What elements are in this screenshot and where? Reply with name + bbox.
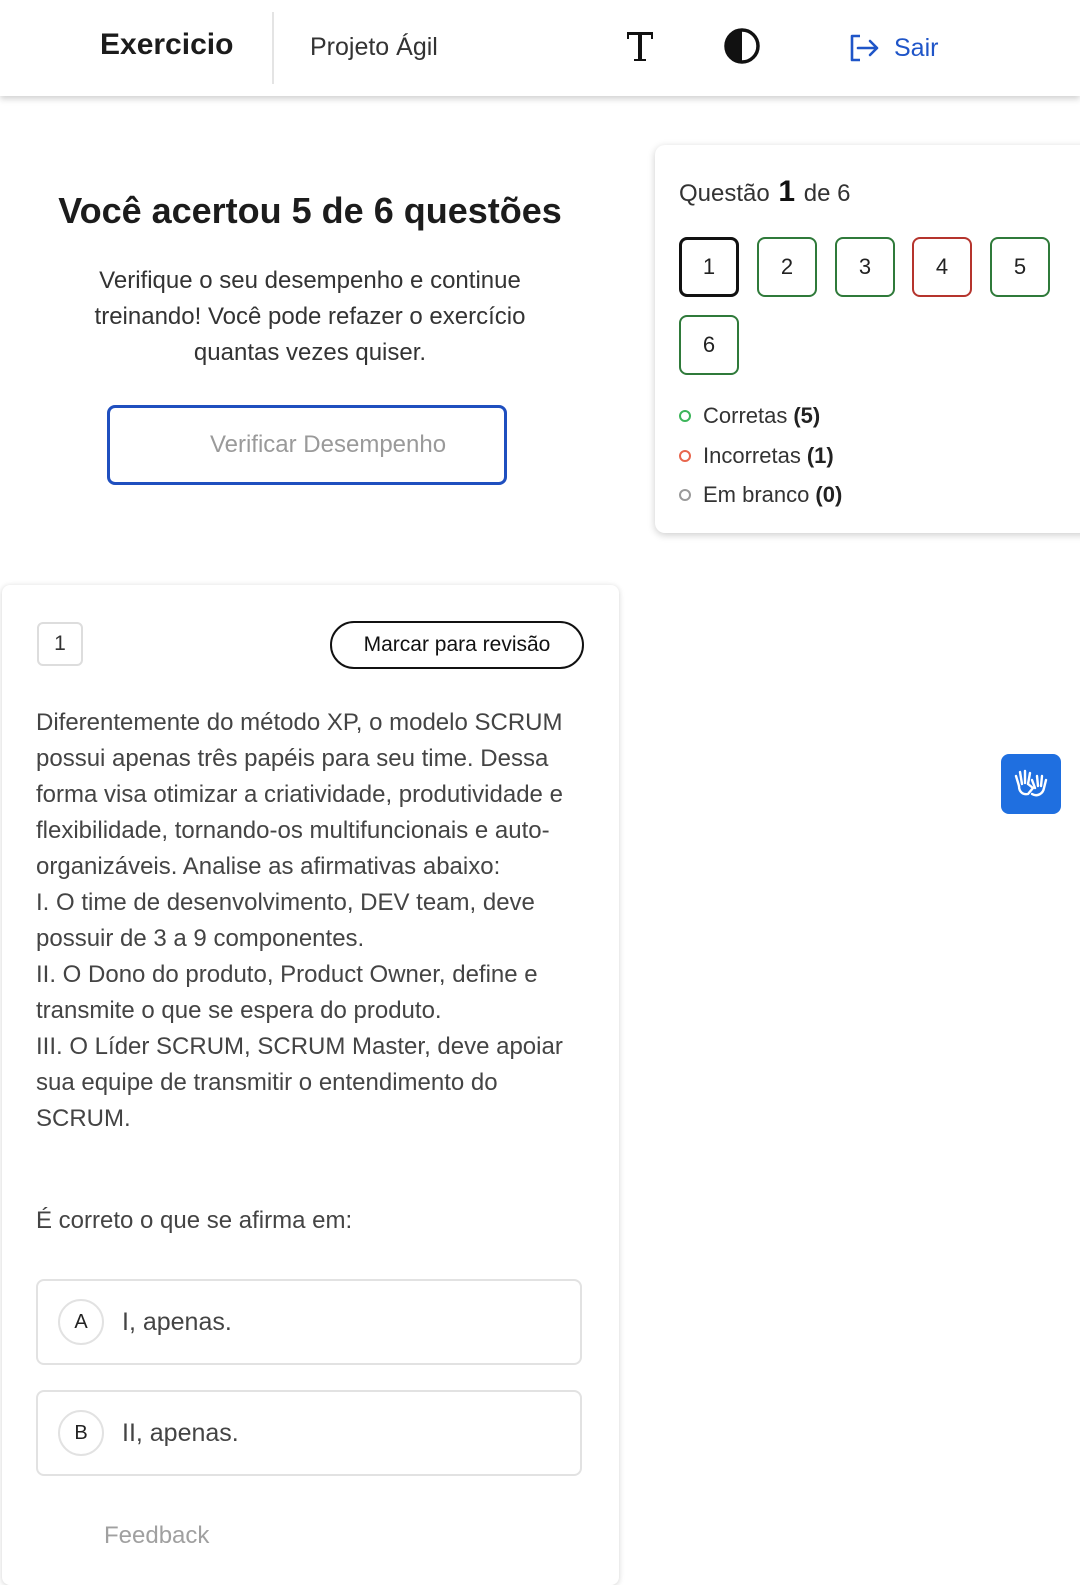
logout-icon	[846, 30, 882, 66]
logout-label: Sair	[894, 33, 939, 62]
question-nav-1[interactable]: 1	[679, 237, 739, 297]
feedback-label[interactable]: Feedback	[104, 1522, 210, 1549]
current-question-number: 1	[778, 175, 796, 208]
blank-dot-icon	[679, 489, 691, 501]
question-navigator	[655, 145, 1080, 533]
legend-correct: Corretas (5)	[679, 403, 820, 429]
correct-dot-icon	[679, 410, 691, 422]
header-divider	[272, 12, 274, 84]
question-nav-3[interactable]: 3	[835, 237, 895, 297]
top-header	[0, 0, 1080, 96]
course-name: Projeto Ágil	[310, 33, 438, 61]
result-title: Você acertou 5 de 6 questões	[58, 190, 562, 231]
legend-blank: Em branco (0)	[679, 482, 842, 508]
question-nav-2[interactable]: 2	[757, 237, 817, 297]
verify-performance-button[interactable]: Verificar Desempenho	[107, 405, 507, 485]
answer-option-b[interactable]	[36, 1390, 582, 1476]
option-letter: B	[58, 1410, 104, 1456]
statement-item-3: III. O Líder SCRUM, SCRUM Master, deve apoiar sua equipe de transmitir o entendimento do SCRUM.	[36, 1033, 563, 1132]
question-statement	[36, 705, 596, 1137]
sign-language-widget[interactable]	[1001, 754, 1061, 814]
text-size-icon[interactable]	[618, 24, 662, 68]
contrast-icon[interactable]	[720, 24, 764, 68]
statement-item-1: I. O time de desenvolvimento, DEV team, deve possuir de 3 a 9 componentes.	[36, 889, 535, 952]
mark-for-review-button[interactable]: Marcar para revisão	[330, 621, 584, 669]
legend-incorrect: Incorretas (1)	[679, 443, 834, 469]
question-card	[2, 585, 619, 1585]
logout-button[interactable]	[846, 28, 938, 68]
answer-option-a[interactable]	[36, 1279, 582, 1365]
sign-language-hands-icon	[1011, 764, 1051, 804]
option-text: I, apenas.	[122, 1307, 232, 1336]
app-title: Exercicio	[100, 28, 234, 61]
statement-item-2: II. O Dono do produto, Product Owner, define e transmite o que se espera do produto.	[36, 961, 538, 1024]
question-nav-6[interactable]: 6	[679, 315, 739, 375]
incorrect-dot-icon	[679, 450, 691, 462]
statement-text: Diferentemente do método XP, o modelo SCRUM possui apenas três papéis para seu time. Dessa forma visa otimizar a criatividade, produtividade e flexibilidade, tornando-os multifuncionais e auto-organizáveis. Analise as afirmativas abaixo:	[36, 709, 563, 880]
question-nav-5[interactable]: 5	[990, 237, 1050, 297]
result-description: Verifique o seu desempenho e continue treinando! Você pode refazer o exercício quantas vezes quiser.	[94, 267, 526, 366]
option-text: II, apenas.	[122, 1418, 239, 1447]
question-prompt: É correto o que se afirma em:	[36, 1207, 353, 1234]
question-counter: Questão 1 de 6	[679, 175, 851, 208]
option-letter: A	[58, 1299, 104, 1345]
question-number-badge: 1	[37, 622, 83, 666]
question-nav-4[interactable]: 4	[912, 237, 972, 297]
